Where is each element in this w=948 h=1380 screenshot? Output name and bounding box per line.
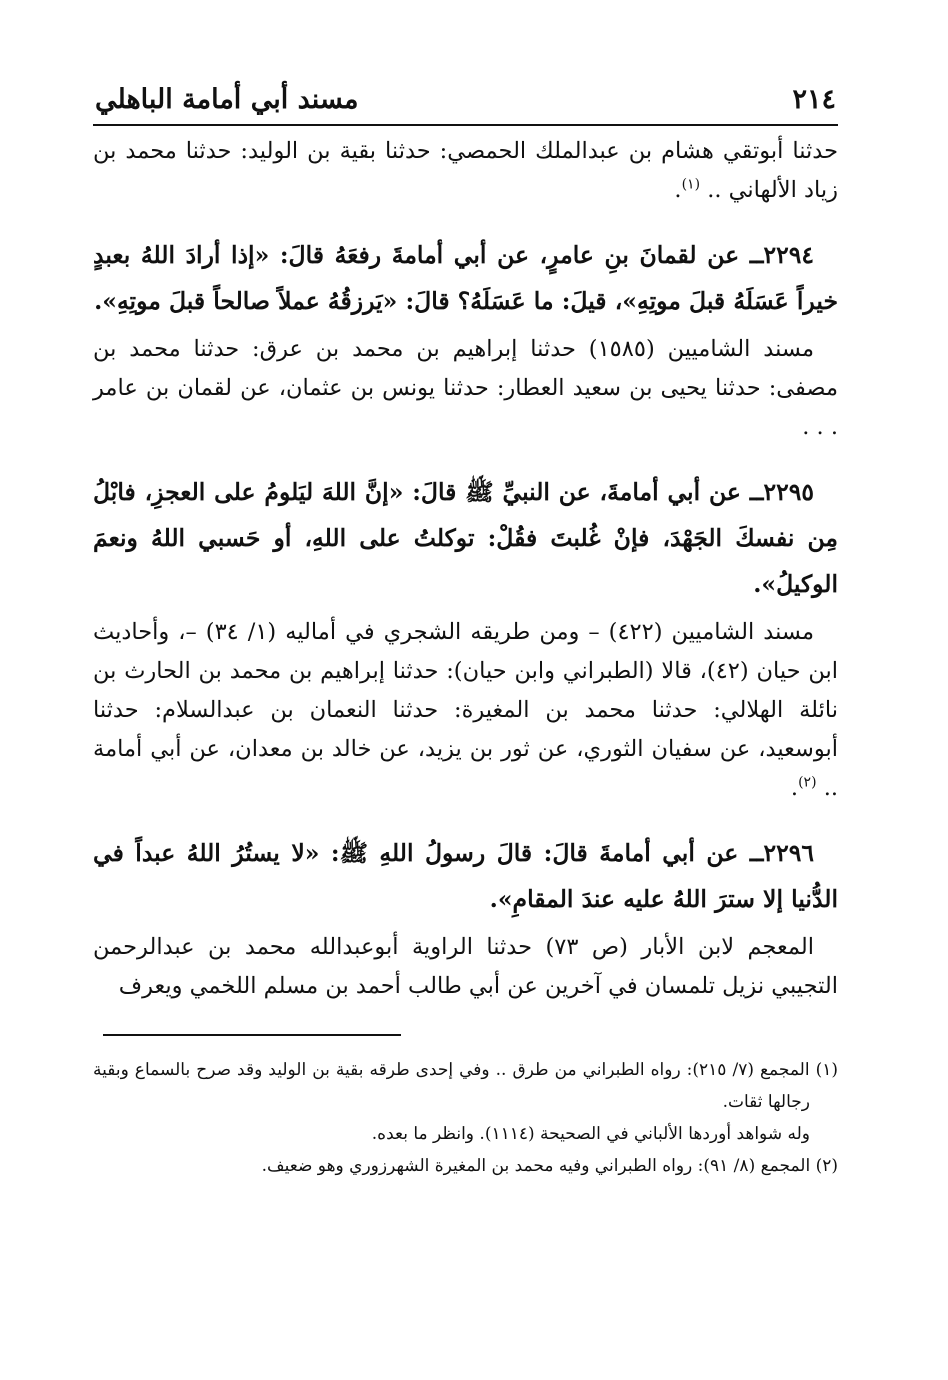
hadith-2295-source-text: مسند الشاميين (٤٢٢) – ومن طريقه الشجري في أماليه (١/ ٣٤) –، وأحاديث ابن حيان (٤٢)، قالا (الطبراني وابن حيان): حدثنا إبراهيم بن محمد بن الحارث بن نائلة الهلالي: حدثنا محمد بن المغيرة: حدثنا النعمان بن عبدالسلام: حدثنا أبوسعيد، عن سفيان الثوري، عن ثور بن يزيد، عن خالد بن معدان، عن أبي أمامة .. [93, 619, 838, 801]
hadith-2294: ٢٢٩٤ــ عن لقمانَ بنِ عامرٍ، عن أبي أمامةَ رفعَهُ قالَ: «إذا أرادَ اللهُ بعبدٍ خيراً عَسَلَهُ قبلَ موتِهِ»، قيلَ: ما عَسَلَهُ؟ قالَ: «يَرزقُهُ عملاً صالحاً قبلَ موتِهِ». [93, 241, 838, 315]
hadith-2295-source: مسند الشاميين (٤٢٢) – ومن طريقه الشجري في أماليه (١/ ٣٤) –، وأحاديث ابن حيان (٤٢)، قالا (الطبراني وابن حيان): حدثنا إبراهيم بن محمد بن الحارث بن نائلة الهلالي: حدثنا محمد بن المغيرة: حدثنا النعمان بن عبدالسلام: حدثنا أبوسعيد، عن سفيان الثوري، عن ثور بن يزيد، عن خالد بن معدان، عن أبي أمامة .. $^{(٢)}$. [93, 619, 838, 801]
hadith-2294-source: مسند الشاميين (١٥٨٥) حدثنا إبراهيم بن محمد بن عرق: حدثنا محمد بن مصفى: حدثنا يحيى بن سعيد العطار: حدثنا يونس بن عثمان، عن لقمان بن عامر . . . [93, 336, 839, 440]
footnotes [93, 1054, 838, 1182]
hadith-2296: ٢٢٩٦ــ عن أبي أمامةَ قالَ: قالَ رسولُ اللهِ ﷺ: «لا يستُرُ اللهُ عبداً في الدُّنيا إلا سترَ اللهُ عليه عندَ المقامِ». [93, 839, 838, 913]
page-number: ٢١٤ [792, 84, 836, 115]
footnote-ref-2: (٢) [798, 774, 817, 791]
footnote-2: (٢) المجمع (٨/ ٩١): رواه الطبراني وفيه محمد بن المغيرة الشهرزوري وهو ضعيف. [261, 1156, 838, 1176]
footnote-1-continued: وله شواهد أوردها الألباني في الصحيحة (١١١٤). وانظر ما بعده. [371, 1124, 810, 1144]
continuation-paragraph: حدثنا أبوتقي هشام بن عبدالملك الحمصي: حدثنا بقية بن الوليد: حدثنا محمد بن زياد الألهاني .. $^{(١)}$. [93, 138, 838, 203]
page-header [93, 80, 838, 126]
running-title: مسند أبي أمامة الباهلي [95, 84, 359, 115]
footnote-ref-1: (١) [681, 176, 701, 193]
footnote-separator [103, 1034, 401, 1036]
main-text [93, 132, 838, 1006]
continuation-text: حدثنا أبوتقي هشام بن عبدالملك الحمصي: حدثنا بقية بن الوليد: حدثنا محمد بن زياد الألهاني .. [93, 138, 838, 203]
footnote-1: (١) المجمع (٧/ ٢١٥): رواه الطبراني من طرق .. وفي إحدى طرقه بقية بن الوليد وقد صرح بالسماع وبقية رجالها ثقات. [93, 1060, 838, 1112]
hadith-2295: ٢٢٩٥ــ عن أبي أمامةَ، عن النبيِّ ﷺ قالَ: «إنَّ اللهَ ليَلومُ على العجزِ، فابْلُ مِن نفسكَ الجَهْدَ، فإنْ غُلبتَ فقُلْ: توكلتُ على اللهِ، أو حَسبي اللهُ ونعمَ الوكيلُ». [93, 478, 838, 598]
book-page [93, 80, 838, 1182]
hadith-2296-source: المعجم لابن الأبار (ص ٧٣) حدثنا الراوية أبوعبدالله محمد بن عبدالرحمن التجيبي نزيل تلمسان في آخرين عن أبي طالب أحمد بن مسلم اللخمي ويعرف [93, 934, 838, 999]
